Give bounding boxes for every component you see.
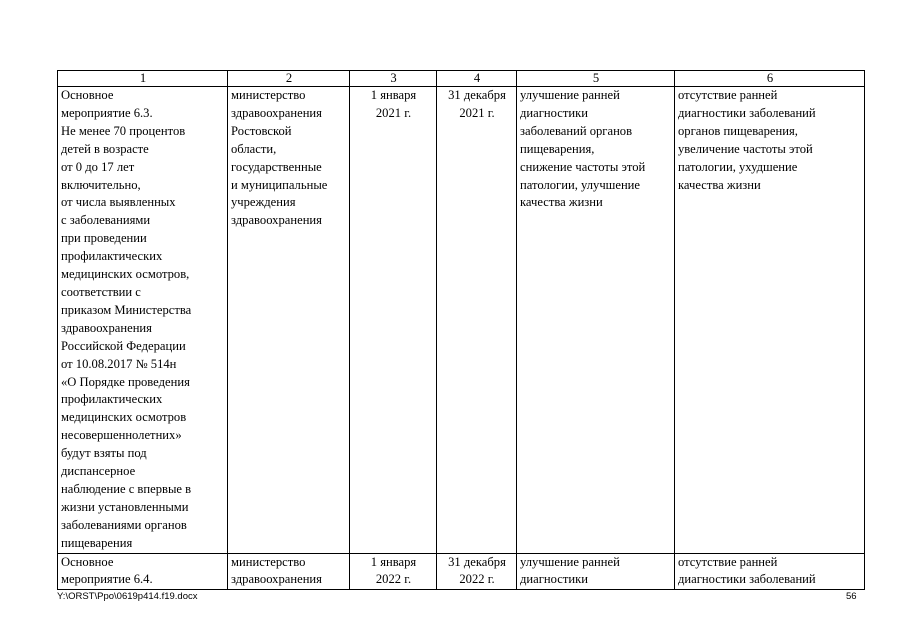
column-header-3: 3 bbox=[350, 71, 437, 87]
executor-cell: министерство здравоохранения Ростовской области, государственные и муниципальные учреждения здравоохранения bbox=[228, 87, 350, 554]
expected-result-cell: улучшение ранней диагностики bbox=[517, 553, 675, 590]
consequences-cell: отсутствие ранней диагностики заболеваний органов пищеварения, увеличение частоты этой патологии, ухудшение качества жизни bbox=[675, 87, 865, 554]
activity-name-cell: Основное мероприятие 6.3. Не менее 70 процентов детей в возрасте от 0 до 17 лет включительно, от числа выявленных с заболеваниями при проведении профилактических медицинских осмотров, соответствии с приказом Министерства здравоохранения Российской Федерации от 10.08.2017 № 514н «О Порядке проведения профилактических медицинских осмотров несовершеннолетних» будут взяты под диспансерное наблюдение с впервые в жизни установленными заболеваниями органов пищеварения bbox=[58, 87, 228, 554]
start-date-cell: 1 января 2022 г. bbox=[350, 553, 437, 590]
table-row bbox=[58, 87, 865, 554]
start-date-cell: 1 января 2021 г. bbox=[350, 87, 437, 554]
table-header-row bbox=[58, 71, 865, 87]
column-header-6: 6 bbox=[675, 71, 865, 87]
expected-result-cell: улучшение ранней диагностики заболеваний органов пищеварения, снижение частоты этой патологии, улучшение качества жизни bbox=[517, 87, 675, 554]
activity-name-cell: Основное мероприятие 6.4. bbox=[58, 553, 228, 590]
column-header-5: 5 bbox=[517, 71, 675, 87]
column-header-2: 2 bbox=[228, 71, 350, 87]
footer-file-path: Y:\ORST\Ppo\0619p414.f19.docx bbox=[57, 591, 198, 602]
end-date-cell: 31 декабря 2022 г. bbox=[437, 553, 517, 590]
activities-table bbox=[57, 70, 865, 590]
table-row bbox=[58, 553, 865, 590]
column-header-1: 1 bbox=[58, 71, 228, 87]
column-header-4: 4 bbox=[437, 71, 517, 87]
page-number: 56 bbox=[846, 591, 857, 602]
end-date-cell: 31 декабря 2021 г. bbox=[437, 87, 517, 554]
consequences-cell: отсутствие ранней диагностики заболеваний bbox=[675, 553, 865, 590]
executor-cell: министерство здравоохранения bbox=[228, 553, 350, 590]
